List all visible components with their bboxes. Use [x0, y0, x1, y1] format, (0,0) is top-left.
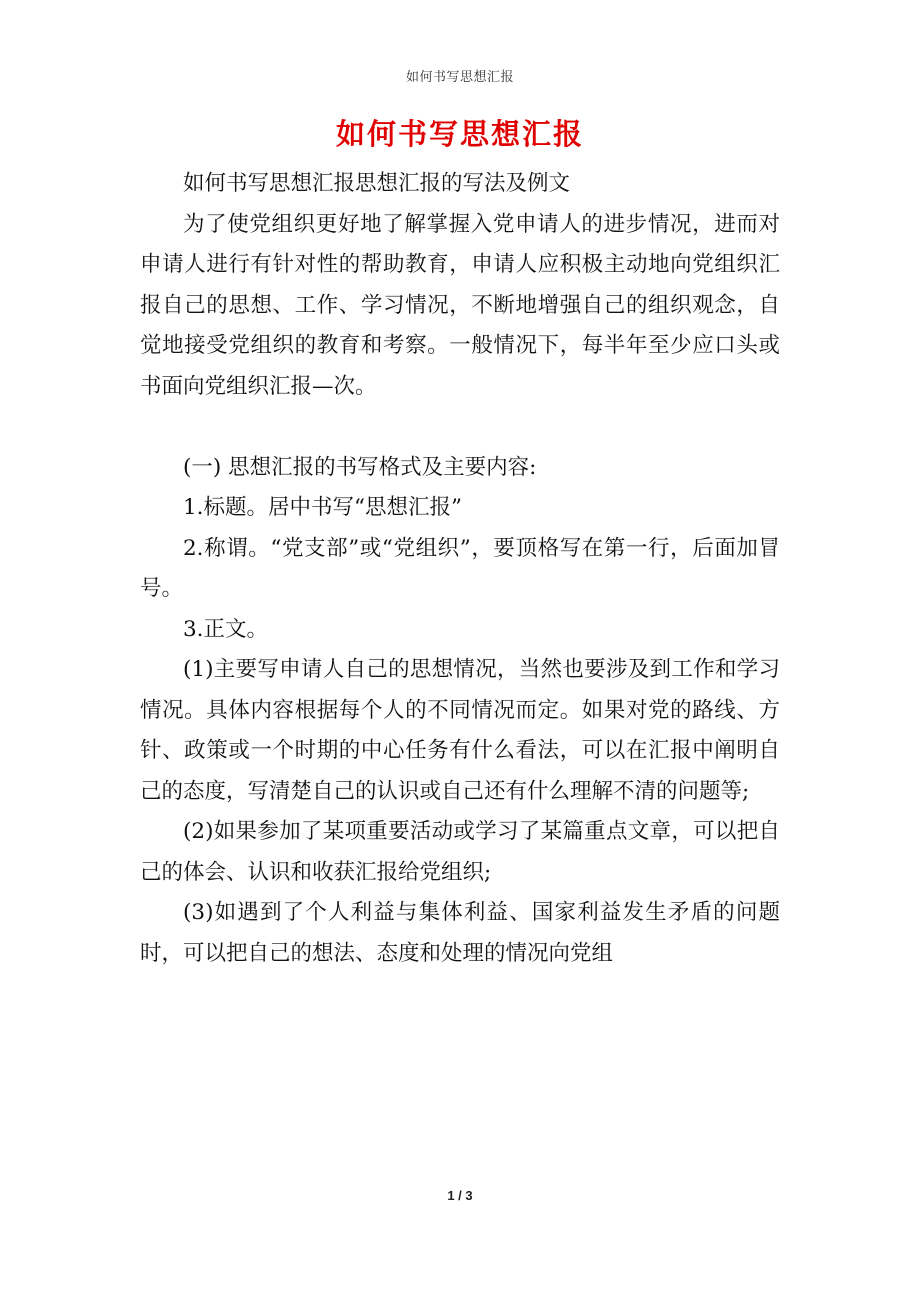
document-body: [140, 164, 780, 974]
paragraph-spacer: [140, 407, 780, 448]
document-title: 如何书写思想汇报: [335, 117, 584, 151]
body-point-1: (1)主要写申请人自己的思想情况，当然也要涉及到工作和学习情况。具体内容根据每个人的不同情况而定。如果对党的路线、方针、政策或一个时期的中心任务有什么看法，可以在汇报中阐明自己的态度，写清楚自己的认识或自己还有什么理解不清的问题等;: [140, 657, 780, 804]
body-point-2: (2)如果参加了某项重要活动或学习了某篇重点文章，可以把自己的体会、认识和收获汇报给党组织;: [140, 819, 780, 885]
subtitle-paragraph: 如何书写思想汇报思想汇报的写法及例文: [183, 171, 571, 196]
list-item-body: 3.正文。: [183, 616, 269, 642]
list-item-salutation: 2.称谓。“党支部”或“党组织”，要顶格写在第一行，后面加冒号。: [140, 535, 780, 601]
list-item-title: 1.标题。居中书写“思想汇报”: [183, 495, 462, 520]
running-header: 如何书写思想汇报: [405, 70, 514, 85]
intro-paragraph: 为了使党组织更好地了解掌握入党申请人的进步情况，进而对申请人进行有针对性的帮助教育，申请人应积极主动地向党组织汇报自己的思想、工作、学习情况，不断地增强自己的组织观念，自觉地接受党组织的教育和考察。一般情况下，每半年至少应口头或书面向党组织汇报—次。: [140, 211, 780, 399]
page-number: 1 / 3: [447, 1188, 473, 1203]
section-heading: (一) 思想汇报的书写格式及主要内容:: [183, 454, 537, 480]
body-point-3: (3)如遇到了个人利益与集体利益、国家利益发生矛盾的问题时，可以把自己的想法、态度和处理的情况向党组: [140, 900, 780, 966]
